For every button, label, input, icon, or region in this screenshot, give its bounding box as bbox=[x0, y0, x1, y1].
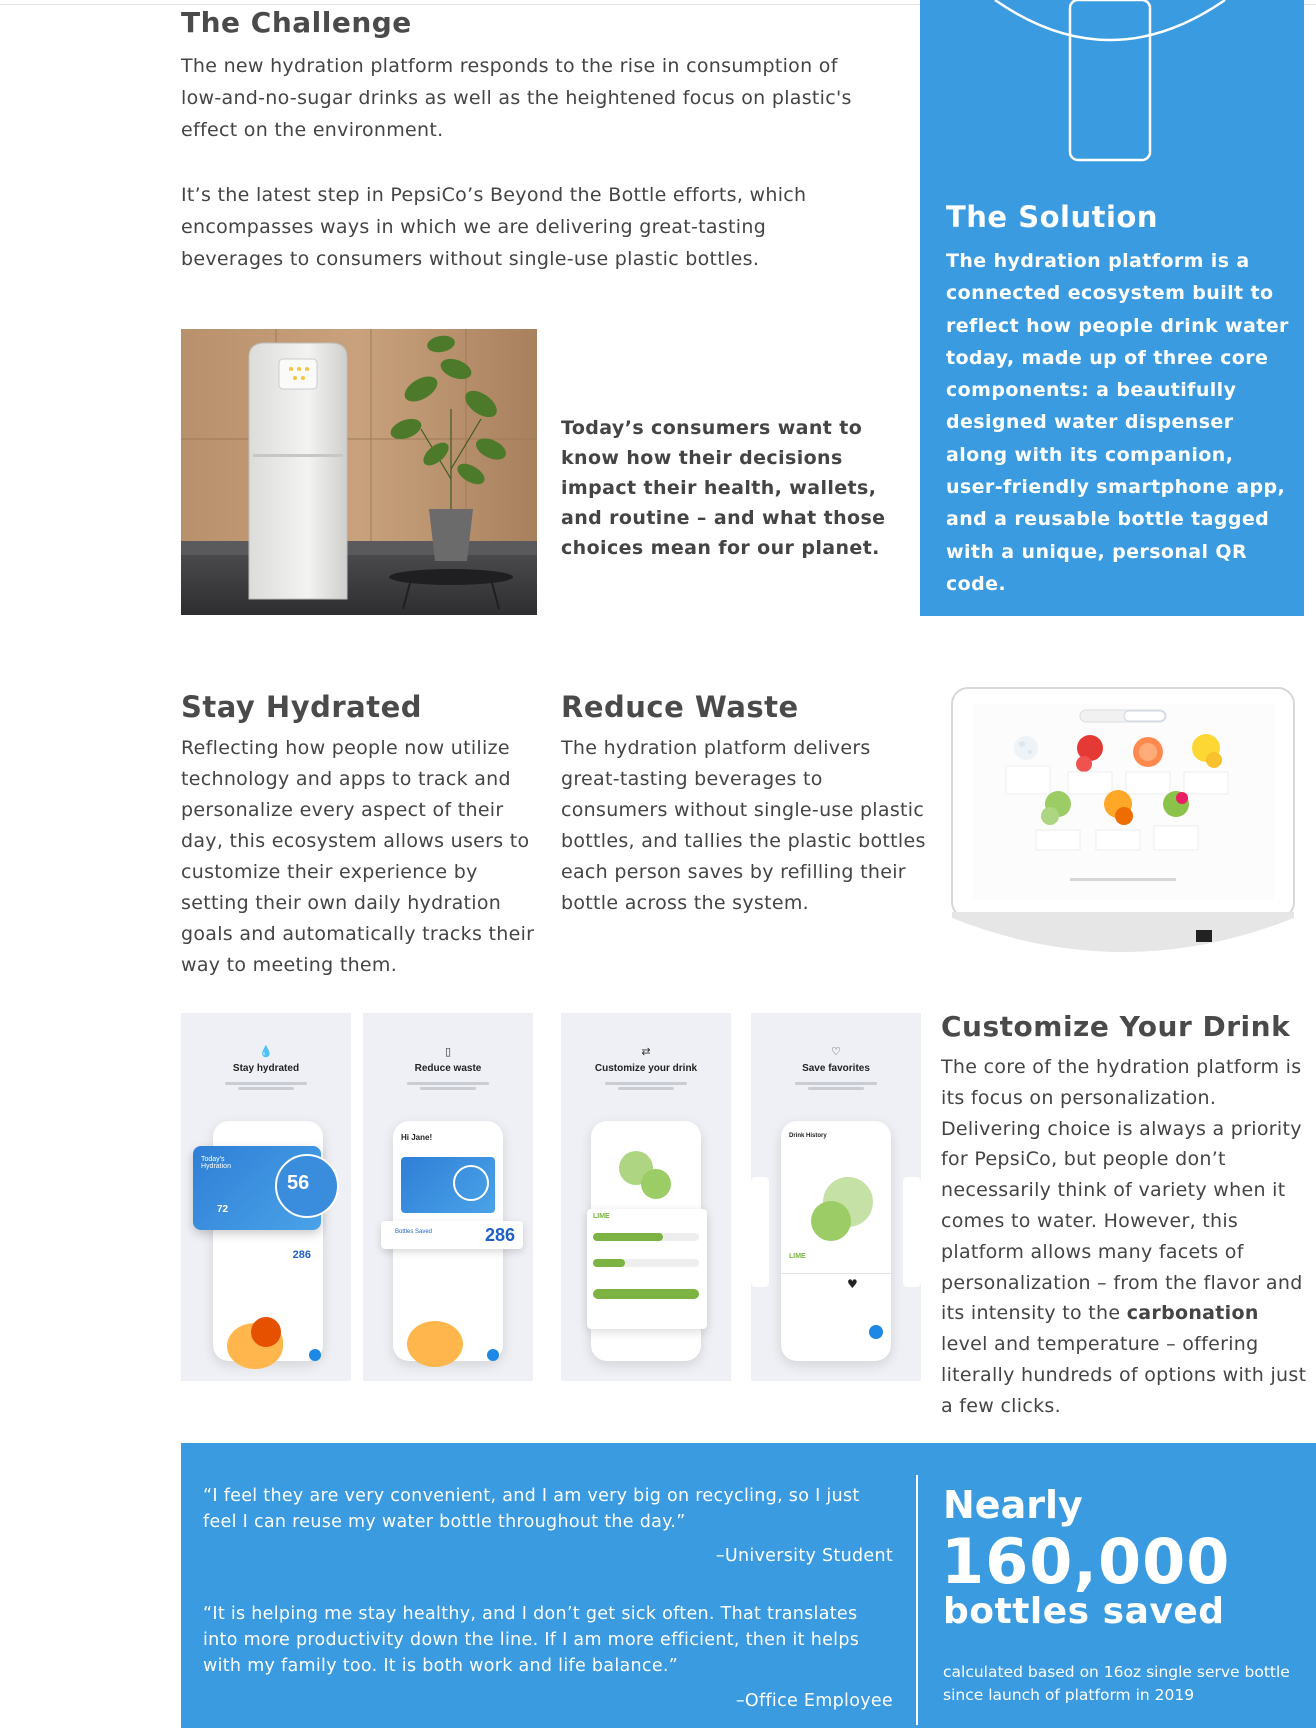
dispenser-tablet-screen bbox=[950, 686, 1296, 968]
solution-heading: The Solution bbox=[946, 200, 1158, 234]
app-card-reduce-waste bbox=[363, 1013, 533, 1381]
flavor-label: LIME bbox=[593, 1213, 610, 1220]
stay-hydrated-heading: Stay Hydrated bbox=[181, 690, 423, 724]
app-card-stay-hydrated bbox=[181, 1013, 351, 1381]
stay-hydrated-paragraph: Reflecting how people now utilize technology and apps to track and personalize every aspect of their day, this ecosystem allows users to customize their experience by setting their own daily hydration goals and automatically tracks their way to meeting them. bbox=[181, 737, 535, 976]
testimonial-quote-1: “I feel they are very convenient, and I am very big on recycling, so I just feel I can reuse my water bottle throughout the day.” bbox=[203, 1486, 860, 1532]
solution-paragraph: The hydration platform is a connected ecosystem built to reflect how people drink water today, made up of three core components: a beautifully designed water dispenser along with its companion, user-friendly smartphone app, and a reusable bottle tagged with a unique, personal QR code. bbox=[946, 250, 1289, 595]
hydration-oz: 72 bbox=[217, 1204, 229, 1215]
stat-unit: bottles saved bbox=[943, 1591, 1225, 1632]
phone-mockup: Drink History LIME ♥ bbox=[781, 1121, 891, 1361]
customize-options-panel bbox=[587, 1209, 707, 1329]
testimonial-quote-2: “It is helping me stay healthy, and I don’t get sick often. That translates into more productivity down the line. If I am more efficient, then it helps with my family too. It is both work and life balance.” bbox=[203, 1604, 860, 1676]
solution-panel bbox=[920, 0, 1304, 616]
app-card-caption bbox=[595, 1080, 697, 1094]
bottles-count: 286 bbox=[484, 1225, 515, 1245]
app-card-title: Save favorites bbox=[802, 1063, 870, 1074]
greeting: Hi Jane! bbox=[401, 1133, 433, 1142]
app-card-title: Stay hydrated bbox=[232, 1063, 300, 1074]
sliders-icon: ⇄ bbox=[641, 1045, 651, 1058]
app-card-save-favorites bbox=[751, 1013, 921, 1381]
testimonial-author-1: –University Student bbox=[715, 1546, 893, 1566]
stat-number: 160,000 bbox=[941, 1525, 1231, 1598]
customize-heading: Customize Your Drink bbox=[941, 1010, 1291, 1043]
bottles-count: 286 bbox=[292, 1249, 311, 1261]
stat-prefix: Nearly bbox=[943, 1483, 1083, 1527]
app-card-caption bbox=[215, 1080, 317, 1094]
vertical-divider bbox=[916, 1475, 918, 1725]
app-card-customize bbox=[561, 1013, 731, 1381]
app-card-caption bbox=[397, 1080, 499, 1094]
dispenser-photo bbox=[181, 329, 537, 615]
challenge-paragraph-1: The new hydration platform responds to the rise in consumption of low-and-no-sugar drinks as well as the heightened focus on plastic's effect on the environment. bbox=[181, 55, 852, 141]
drop-icon: 💧 bbox=[259, 1045, 273, 1058]
challenge-heading: The Challenge bbox=[181, 6, 412, 39]
heart-icon: ♡ bbox=[831, 1045, 841, 1058]
reduce-waste-heading: Reduce Waste bbox=[561, 690, 799, 724]
testimonials-panel bbox=[181, 1443, 1316, 1728]
bottle-icon: ▯ bbox=[444, 1045, 452, 1058]
app-card-caption bbox=[785, 1080, 887, 1094]
bottles-saved-widget: Bottles Saved 286 bbox=[381, 1221, 523, 1249]
reduce-waste-paragraph: The hydration platform delivers great-tasting beverages to consumers without single-use plastic bottles, and tallies the plastic bottles each person saves by refilling their bottle across the system. bbox=[561, 737, 926, 914]
customize-paragraph: The core of the hydration platform is its focus on personalization. Delivering choice is always a priority for PepsiCo, but people don’t necessarily think of variety when it comes to water. However, this platform allows many facets of personalization – from the flavor and its intensity to the carbonation level and temperature – offering literally hundreds of options with just a few clicks. bbox=[941, 1056, 1307, 1417]
heart-icon: ♥ bbox=[847, 1277, 858, 1291]
testimonial-author-2: –Office Employee bbox=[735, 1691, 893, 1711]
stat-footnote: calculated based on 16oz single serve bottle since launch of platform in 2019 bbox=[943, 1663, 1290, 1704]
app-card-title: Reduce waste bbox=[414, 1063, 482, 1074]
challenge-paragraph-2: It’s the latest step in PepsiCo’s Beyond the Bottle efforts, which encompasses ways in which we are delivering great-tasting beverages to consumers without single-use plastic bottles. bbox=[181, 184, 807, 270]
consumer-pull-quote: Today’s consumers want to know how their decisions impact their health, wallets, and routine – and what those choices mean for our planet. bbox=[561, 417, 886, 559]
hydration-percent: 56 bbox=[287, 1172, 310, 1194]
dispenser-outline-illustration bbox=[920, 0, 1304, 170]
app-card-title: Customize your drink bbox=[594, 1063, 698, 1074]
hydration-widget: Today's Hydration 56 72 bbox=[193, 1146, 321, 1230]
